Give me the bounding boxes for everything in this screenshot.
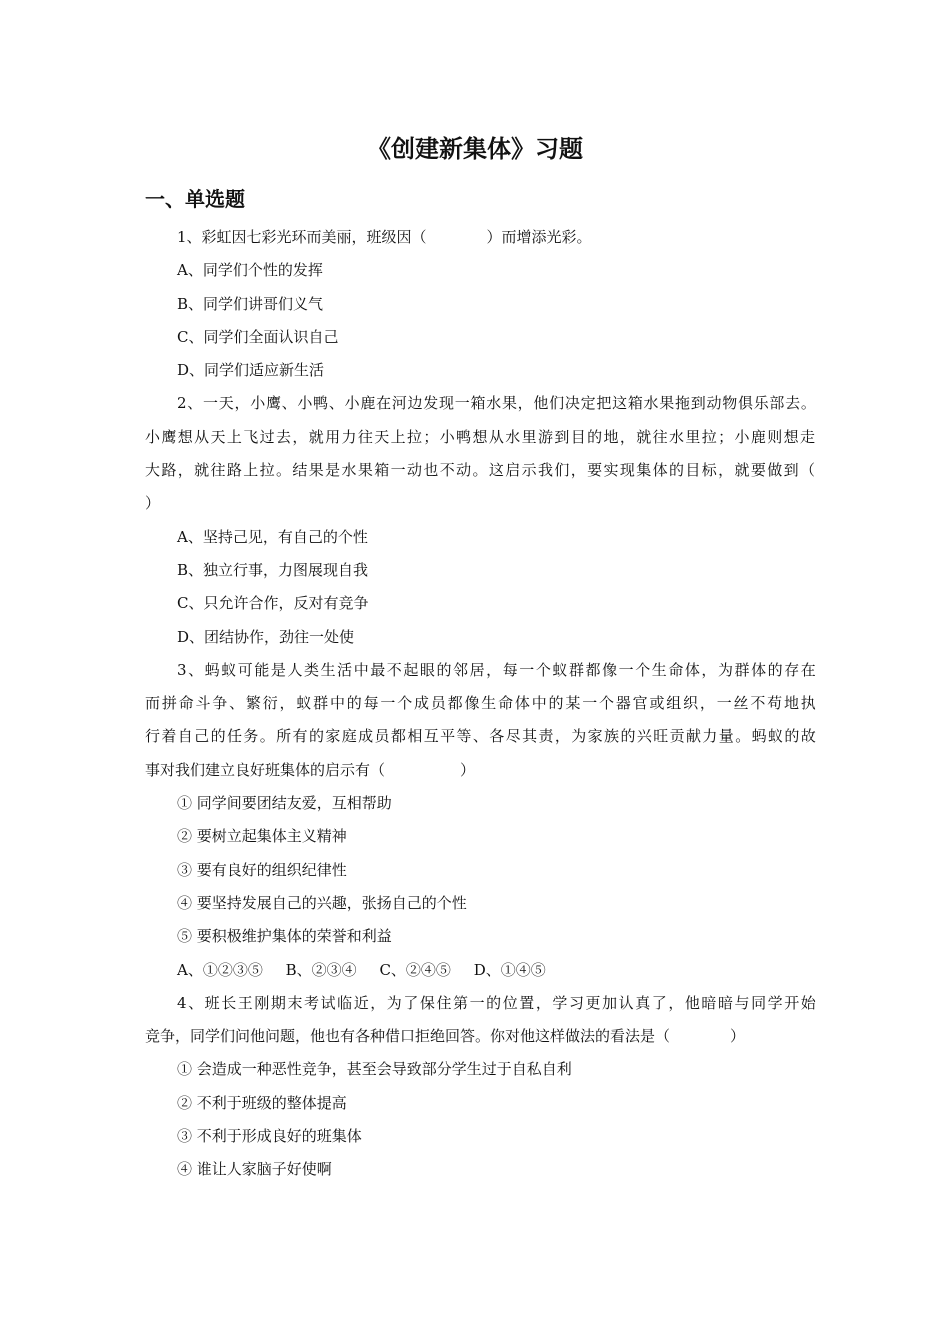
question-2-option-a: A、坚持己见，有自己的个性: [177, 527, 368, 546]
question-4: [145, 987, 815, 1187]
question-4-stem-line: 竞争，同学们问他问题，他也有各种借口拒绝回答。你对他这样做法的看法是（ ）: [145, 1027, 746, 1046]
question-1-option-d: D、同学们适应新生活: [177, 361, 325, 380]
question-3-choice-b: B、②③④: [285, 960, 357, 979]
question-1-option-a: A、同学们个性的发挥: [177, 261, 323, 280]
question-3-stem-line: 行着自己的任务。所有的家庭成员都相互平等、各尽其责，为家族的兴旺贡献力量。蚂蚁的故: [145, 727, 815, 746]
question-2-option-d: D、团结协作，劲往一处使: [177, 627, 355, 646]
question-3-choice-a: A、①②③⑤: [177, 960, 263, 979]
question-1-option-b: B、同学们讲哥们义气: [177, 294, 324, 313]
question-3-stem-line: 事对我们建立良好班集体的启示有（ ）: [145, 760, 476, 779]
question-3-statement-4: ④ 要坚持发展自己的兴趣，张扬自己的个性: [177, 893, 467, 912]
question-2-stem-line: 小鹰想从天上飞过去，就用力往天上拉；小鸭想从水里游到目的地，就往水里拉；小鹿则想走: [145, 427, 815, 446]
question-4-statement-2: ② 不利于班级的整体提高: [177, 1093, 347, 1112]
question-2-option-b: B、独立行事，力图展现自我: [177, 560, 369, 579]
question-2-stem-line: ）: [145, 494, 161, 513]
question-3-choices: [145, 954, 815, 987]
question-4-statement-4: ④ 谁让人家脑子好使啊: [177, 1160, 332, 1179]
question-2: [145, 387, 815, 653]
question-3: [145, 654, 815, 987]
section-heading: 一、单选题: [145, 187, 245, 211]
question-1-stem: 1、彩虹因七彩光环而美丽，班级因（ ）而增添光彩。: [177, 228, 592, 246]
question-2-stem-line: 大路，就往路上拉。结果是水果箱一动也不动。这启示我们，要实现集体的目标，就要做到（: [145, 461, 815, 480]
question-3-stem-line: 3、蚂蚁可能是人类生活中最不起眼的邻居，每一个蚁群都像一个生命体，为群体的存在: [177, 660, 815, 679]
question-4-statement-3: ③ 不利于形成良好的班集体: [177, 1127, 362, 1146]
question-3-statement-3: ③ 要有良好的组织纪律性: [177, 860, 347, 879]
question-3-statement-2: ② 要树立起集体主义精神: [177, 827, 347, 846]
question-3-choice-c: C、②④⑤: [379, 960, 451, 979]
question-1-option-c: C、同学们全面认识自己: [177, 327, 339, 346]
question-2-stem-line: 2、一天，小鹰、小鸭、小鹿在河边发现一箱水果，他们决定把这箱水果拖到动物俱乐部去。: [177, 394, 815, 413]
question-1: [145, 221, 815, 387]
question-4-stem-line: 4、班长王刚期末考试临近，为了保住第一的位置，学习更加认真了，他暗暗与同学开始: [177, 993, 815, 1012]
document-title: 《创建新集体》习题: [367, 135, 583, 163]
question-4-statement-1: ① 会造成一种恶性竞争，甚至会导致部分学生过于自私自利: [177, 1060, 572, 1079]
question-3-statement-1: ① 同学间要团结友爱，互相帮助: [177, 794, 392, 813]
question-3-choice-d: D、①④⑤: [473, 960, 546, 979]
question-3-stem-line: 而拼命斗争、繁衍，蚁群中的每一个成员都像生命体中的某一个器官或组织，一丝不苟地执: [145, 694, 815, 713]
question-list: [145, 221, 815, 1187]
question-3-statement-5: ⑤ 要积极维护集体的荣誉和利益: [177, 927, 392, 946]
question-2-option-c: C、只允许合作，反对有竞争: [177, 594, 369, 613]
